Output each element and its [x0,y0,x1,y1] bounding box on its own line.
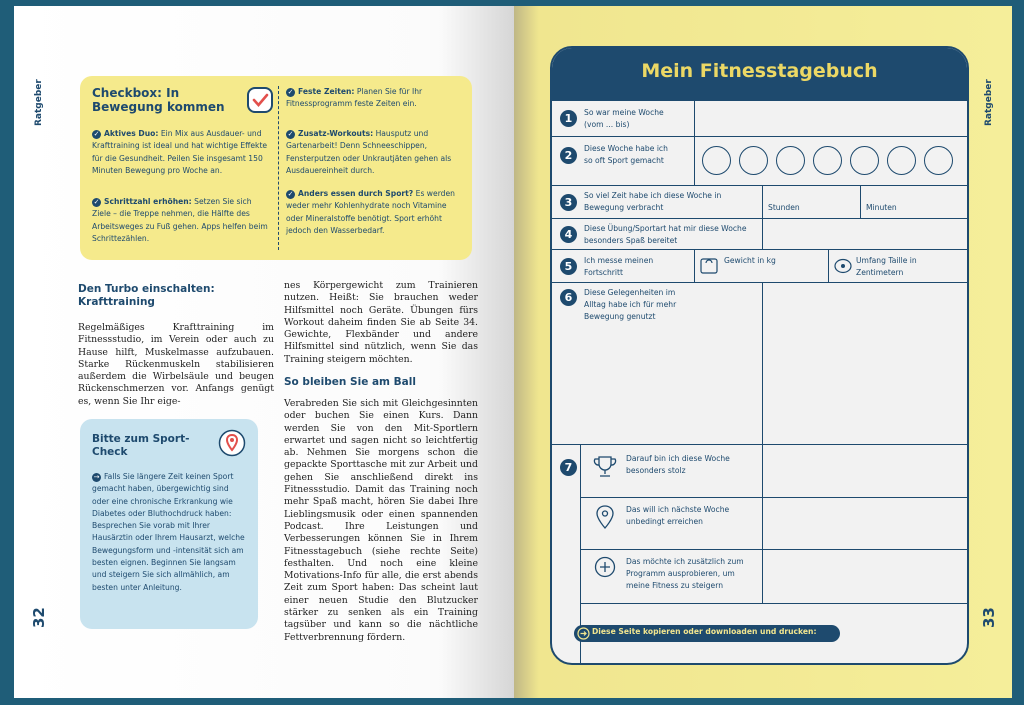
shoe-icon [776,146,805,175]
sport-check-title: Bitte zum Sport-Check [92,433,190,458]
row-number-7: 7 [560,459,577,476]
page-number-left: 32 [30,607,48,628]
row-label-1: So war meine Woche (vom ... bis) [584,108,664,129]
plus-circle-icon [594,556,616,578]
row-label-2: Diese Woche habe ich so oft Sport gemacht [584,144,668,165]
row-number-4: 4 [560,226,577,243]
journal-row-5 [552,249,967,283]
left-page [14,6,514,698]
journal-row-1 [552,100,967,137]
checkmark-icon [246,86,274,114]
hours-label: Stunden [768,203,800,212]
section-heading-krafttraining: Den Turbo einschalten: Krafttraining [78,283,215,308]
shoe-icon [850,146,879,175]
row-label-4: Diese Übung/Sportart hat mir diese Woche besonders Spaß bereitet [584,224,747,245]
checkbox-item-5: ✓ Anders essen durch Sport? Es werden weder mehr Kohlenhydrate noch Vitamine oder Mineralstoffe benötigt. Sport erhöht jedoch den Wasserbedarf. [286,189,455,235]
journal-title: Mein Fitnesstagebuch [641,60,878,82]
row-number-3: 3 [560,194,577,211]
row-number-6: 6 [560,289,577,306]
row-label-5: Ich messe meinen Fortschritt [584,256,654,277]
checkbox-item-3: ✓ Feste Zeiten: Planen Sie für Ihr Fitnessprogramm feste Zeiten ein. [286,87,423,109]
section-heading-am-ball: So bleiben Sie am Ball [284,376,416,388]
shoe-icon [887,146,916,175]
shoe-icon [924,146,953,175]
body-text-column2-part1: nes Körpergewicht zum Trainieren nutzen. Heißt: Sie brauchen weder Hilfsmittel noch Geräte. Übungen fürs Workout daheim finden Sie ab Seite 34. Gewichte, Flexbänder und andere Hilfsmittel sind nützlich, wenn Sie das Training steigern möchten. [284,280,478,365]
sport-check-box [80,419,258,629]
shoe-icon [813,146,842,175]
scale-icon [700,258,718,274]
side-label-left: Ratgeber [34,79,44,126]
page-number-right: 33 [980,607,998,628]
checkbox-box [80,76,472,260]
checkbox-item-1: ✓ Aktives Duo: Ein Mix aus Ausdauer- und Krafttraining ist ideal und hat wichtige Effekte für die Gesundheit. Peilen Sie insgesamt 150 Minuten Bewegung pro Woche an. [92,129,268,175]
right-page [514,6,1012,698]
row-number-2: 2 [560,147,577,164]
sport-check-text: → Falls Sie längere Zeit keinen Sport gemacht haben, übergewichtig sind oder eine chronische Erkrankung wie Diabetes oder Bluthochdruck haben: Besprechen Sie vorab mit Ihrer Hausärztin oder Ihrem Hausarzt, welche Bewegungsform und -intensität sich am besten eignen. Beginnen Sie langsam und steigern Sie sich allmählich, am besten unter Anleitung. [92,472,245,592]
row7-label-3: Das möchte ich zusätzlich zum Programm ausprobieren, um meine Fitness zu steigern [626,557,744,590]
checkbox-divider [278,86,279,250]
journal-row-6 [552,282,967,445]
arrow-right-icon [577,627,590,640]
row7-label-1: Darauf bin ich diese Woche besonders stolz [626,454,730,475]
side-label-right: Ratgeber [984,79,994,126]
journal-row-2 [552,136,967,186]
checkbox-item-4: ✓ Zusatz-Workouts: Hausputz und Gartenarbeit! Denn Schneeschippen, Fensterputzen oder Unkrautjäten gehen als Ausdauereinheit durch. [286,129,452,175]
waist-label: Umfang Taille in Zentimetern [856,256,917,277]
body-text-column2-part2: Verabreden Sie sich mit Gleichgesinnten oder buchen Sie einen Kurs. Dann werden Sie von den Mit-Sportlern erwartet und sagen nicht so leichtfertig ab. Nehmen Sie morgens schon die gepackte Sporttasche mit zur Arbeit und gehen Sie anschließend direkt ins Fitnessstudio. Damit das Training noch mehr Spaß macht, hören Sie dabei Ihre Lieblingsmusik oder einen spannenden Podcast. Ihre Leistungen und Verbesserungen können Sie in Ihrem Fitnesstagebuch (siehe rechte Seite) festhalten. Und noch eine kleine Motivations-Info für alle, die erst abends Zeit zum Sport haben: Das scheint laut einer neuen Studie den Blutzucker stärker zu senken als ein Training tagsüber und kann so die nächtliche Fettverbrennung fördern. [284,398,478,643]
journal-row-3 [552,185,967,219]
row-number-5: 5 [560,258,577,275]
download-text: Diese Seite kopieren oder downloaden und drucken: [592,627,817,636]
row-label-6: Diese Gelegenheiten im Alltag habe ich für mehr Bewegung genutzt [584,288,677,321]
fitness-journal [550,46,969,665]
body-text-krafttraining: Regelmäßiges Krafttraining im Fitnessstudio, im Verein oder auch zu Hause hilft, Muskelmasse aufzubauen. Starke Rückenmuskeln stabilisieren außerdem die Wirbelsäule und beugen Rückenschmerzen vor. Anfangs genügt es, wenn Sie Ihr eige- [78,322,274,407]
location-pin-icon [218,429,246,457]
shoe-icon [702,146,731,175]
shoe-icon [739,146,768,175]
row-number-1: 1 [560,110,577,127]
trophy-icon [592,455,618,479]
location-pin-icon [594,504,616,530]
checkbox-title: Checkbox: In Bewegung kommen [92,86,225,114]
weight-label: Gewicht in kg [724,256,776,265]
row-label-3: So viel Zeit habe ich diese Woche in Bewegung verbracht [584,191,722,212]
journal-row-4 [552,218,967,250]
checkbox-item-2: ✓ Schrittzahl erhöhen: Setzen Sie sich Ziele – die Treppe nehmen, die Hälfte des Arbeitsweges zu Fuß gehen. Apps helfen beim Schrittezählen. [92,197,268,243]
minutes-label: Minuten [866,203,897,212]
measuring-tape-icon [834,258,852,274]
row7-label-2: Das will ich nächste Woche unbedingt erreichen [626,505,730,526]
